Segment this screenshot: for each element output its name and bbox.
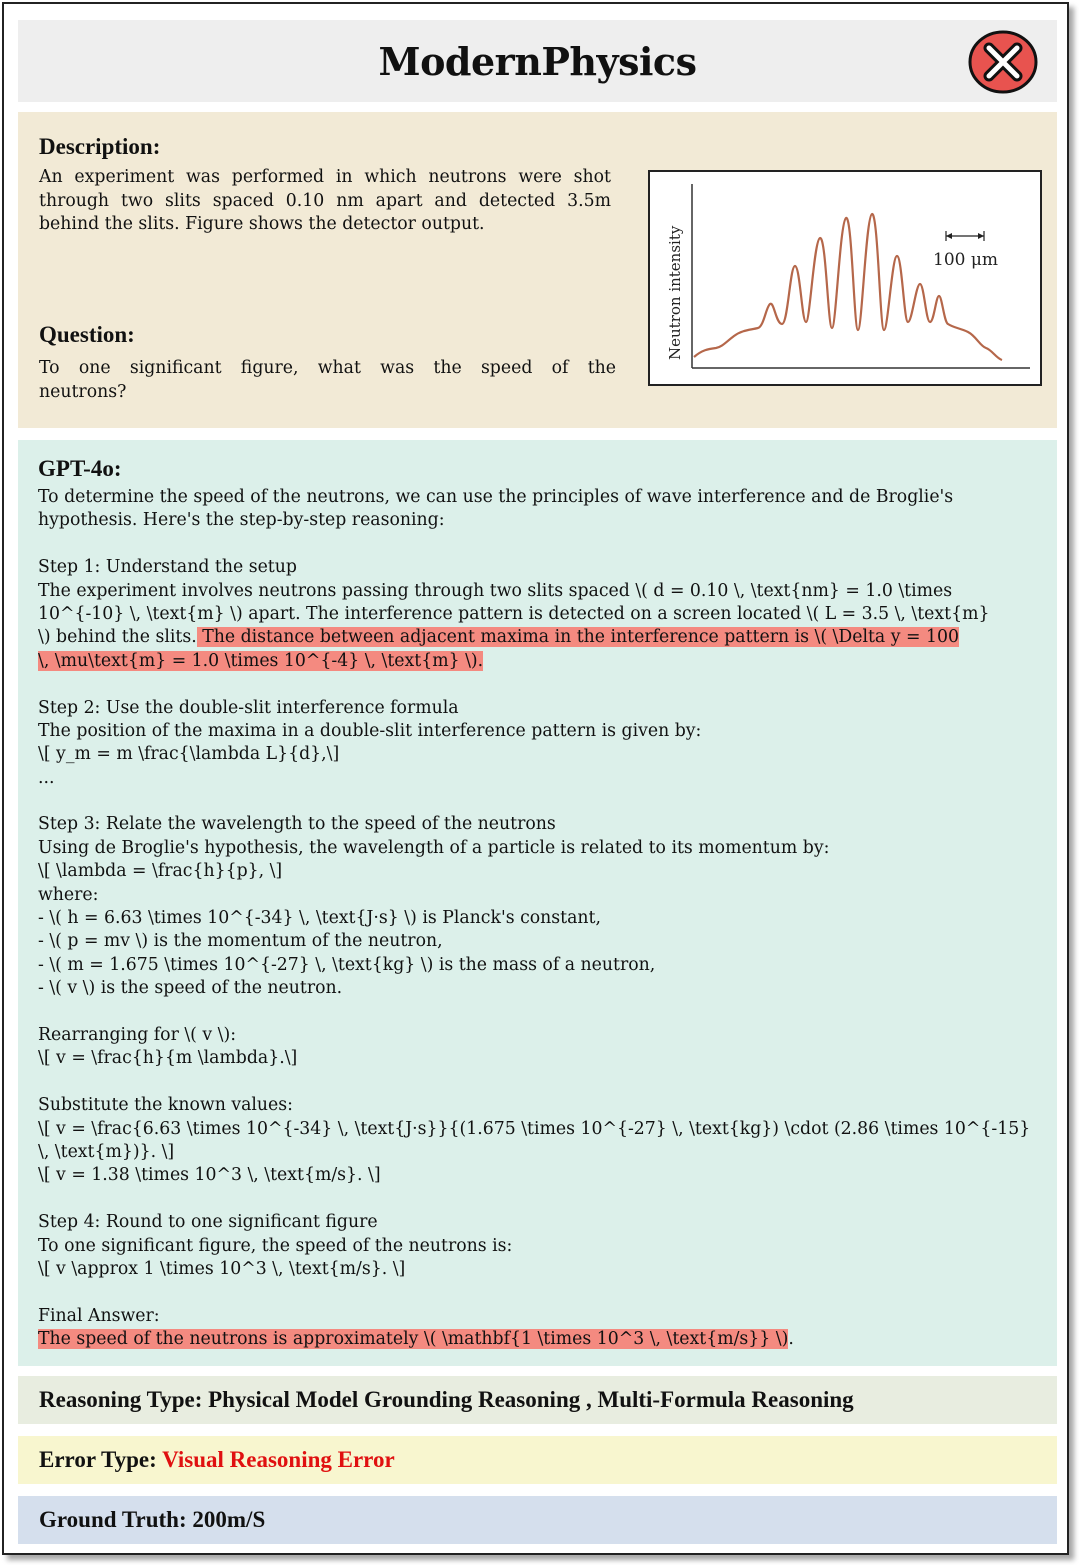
answer-line: Using de Broglie's hypothesis, the wavelength of a particle is related to its momentum by: — [38, 837, 830, 858]
answer-line — [38, 626, 1040, 649]
error-highlight: The distance between adjacent maxima in the interference pattern is \( \Delta y = 100 — [196, 627, 959, 648]
answer-line: \[ v \approx 1 \times 10^3 \, \text{m/s}. \] — [38, 1258, 406, 1279]
answer-line: Rearranging for \( v \): — [38, 1024, 237, 1045]
answer-line: The experiment involves neutrons passing through two slits spaced \( d = 0.10 \, \text{nm} = 1.0 \times — [38, 580, 953, 601]
answer-line: Substitute the known values: — [38, 1095, 293, 1116]
scale-label: 100 μm — [933, 250, 999, 270]
answer-line: \[ v = 1.38 \times 10^3 \, \text{m/s}. \] — [38, 1165, 381, 1186]
answer-line: \[ \lambda = \frac{h}{p}, \] — [38, 861, 283, 882]
scale-arrow-left — [946, 233, 952, 239]
ground-truth-label: Ground Truth: — [39, 1507, 187, 1532]
answer-line: - \( h = 6.63 \times 10^{-34} \, \text{J·s} \) is Planck's constant, — [38, 908, 601, 929]
step-heading: Step 3: Relate the wavelength to the speed of the neutrons — [38, 814, 556, 835]
question-line: neutrons? — [39, 381, 127, 402]
step-heading: Step 2: Use the double-slit interference formula — [38, 697, 459, 718]
description-line: An experiment was performed in which neutrons were shot — [39, 167, 611, 187]
model-label: GPT-4o: — [38, 456, 122, 481]
description-line: through two slits spaced 0.10 nm apart and detected 3.5m — [39, 190, 611, 211]
answer-line: The position of the maxima in a double-slit interference pattern is given by: — [38, 720, 702, 741]
answer-line: To one significant figure, the speed of the neutrons is: — [38, 1235, 513, 1256]
answer-line: \[ y_m = m \frac{\lambda L}{d},\] — [38, 744, 340, 765]
error-highlight: The speed of the neutrons is approximately \( \mathbf{1 \times 10^3 \, \text{m/s}} \) — [38, 1329, 789, 1350]
description-line: behind the slits. Figure shows the detector output. — [39, 214, 485, 234]
error-type-label: Error Type: — [39, 1447, 157, 1472]
reasoning-type-bar — [18, 1376, 1057, 1424]
step-heading: Step 4: Round to one significant figure — [38, 1212, 378, 1233]
answer-panel — [18, 440, 1057, 1366]
answer-line: \[ v = \frac{h}{m \lambda}.\] — [38, 1048, 298, 1069]
question-label: Question: — [39, 322, 135, 347]
answer-body — [38, 486, 1040, 1351]
answer-line: - \( v \) is the speed of the neutron. — [38, 978, 343, 999]
answer-line: \[ v = \frac{6.63 \times 10^{-34} \, \text{J·s}}{(1.675 \times 10^{-27} \, \text{kg}) \cdot (2.86 \times 10^{-15} — [38, 1118, 1031, 1139]
description-text — [39, 166, 611, 237]
answer-line — [38, 650, 1040, 673]
error-highlight: \, \mu\text{m} = 1.0 \times 10^{-4} \, \text{m} \). — [38, 650, 484, 671]
final-answer-line — [38, 1328, 1040, 1351]
close-x-icon[interactable] — [967, 30, 1039, 94]
reasoning-type-label: Reasoning Type: — [39, 1387, 203, 1412]
answer-line: To determine the speed of the neutrons, we can use the principles of wave interference and de Broglie's — [38, 487, 954, 507]
card-frame — [2, 2, 1069, 1555]
answer-line: - \( p = mv \) is the momentum of the neutron, — [38, 931, 443, 952]
reasoning-type-value: Physical Model Grounding Reasoning , Multi-Formula Reasoning — [202, 1387, 854, 1412]
answer-text: \) behind the slits. — [38, 627, 197, 648]
answer-line: - \( m = 1.675 \times 10^{-27} \, \text{kg} \) is the mass of a neutron, — [38, 954, 656, 975]
scale-arrow-right — [978, 233, 984, 239]
ground-truth — [39, 1507, 265, 1533]
ground-truth-bar — [18, 1496, 1057, 1544]
title-bar — [18, 20, 1057, 102]
error-type — [39, 1447, 395, 1473]
answer-line: \, \text{m})}. \] — [38, 1141, 175, 1162]
description-panel — [18, 112, 1057, 428]
ground-truth-value: 200m/S — [186, 1507, 266, 1532]
error-type-value: Visual Reasoning Error — [156, 1447, 395, 1472]
intensity-plot — [650, 172, 1040, 384]
final-answer-label: Final Answer: — [38, 1305, 160, 1326]
answer-line: hypothesis. Here's the step-by-step reasoning: — [38, 510, 445, 531]
description-label: Description: — [39, 134, 161, 159]
page-title: ModernPhysics — [378, 38, 697, 84]
question-text — [39, 357, 616, 404]
y-axis-label: Neutron intensity — [666, 225, 684, 360]
detector-output-figure — [648, 170, 1042, 386]
question-line: To one significant figure, what was the speed of the — [39, 358, 616, 378]
error-type-bar — [18, 1436, 1057, 1484]
answer-text: . — [788, 1329, 794, 1350]
answer-line: 10^{-10} \, \text{m} \) apart. The interference pattern is detected on a screen located \( L = 3.5 \, \text{m} — [38, 603, 990, 624]
reasoning-type — [39, 1387, 854, 1413]
answer-line: ... — [38, 767, 55, 788]
step-heading: Step 1: Understand the setup — [38, 557, 297, 578]
answer-line: where: — [38, 884, 99, 905]
